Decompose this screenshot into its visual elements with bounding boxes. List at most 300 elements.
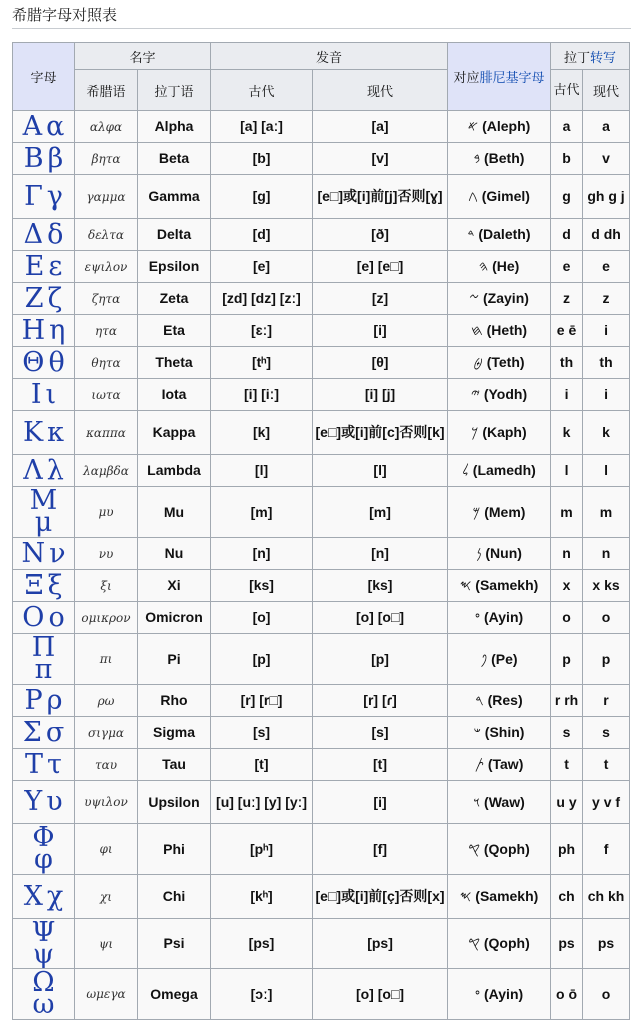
table-row: [13, 602, 630, 634]
phoenician-letter: [448, 379, 551, 411]
phoenician-name: (Nun): [485, 545, 522, 561]
greek-name: ζητα: [75, 283, 138, 315]
modern-pronunciation: [f]: [313, 824, 448, 875]
modern-pronunciation: [i] [j]: [313, 379, 448, 411]
header-pronunciation: 发音: [211, 43, 448, 70]
lowercase-letter: τ: [47, 748, 62, 780]
modern-pronunciation: [r] [ɾ]: [313, 685, 448, 717]
greek-alphabet-table: [12, 42, 630, 1020]
transliteration-ancient: th: [551, 347, 583, 379]
phoenician-letter: [448, 824, 551, 875]
greek-name: λαμβδα: [75, 455, 138, 487]
phoenician-name: (Mem): [484, 503, 526, 520]
lowercase-letter: ζ: [47, 282, 63, 314]
ancient-pronunciation: [t]: [211, 749, 313, 781]
lowercase-letter: χ: [46, 880, 64, 912]
table-row: [13, 219, 630, 251]
transliteration-modern: e: [583, 251, 630, 283]
letter-cell[interactable]: [13, 175, 75, 219]
greek-name: χι: [75, 875, 138, 919]
letter-cell[interactable]: [13, 919, 75, 969]
phoenician-name: (Qoph): [483, 840, 530, 857]
modern-pronunciation: [o] [o□]: [313, 602, 448, 634]
lowercase-letter: λ: [46, 454, 64, 486]
transliteration-modern: l: [583, 455, 630, 487]
transliteration-modern: t: [583, 749, 630, 781]
lowercase-letter: π: [34, 654, 53, 685]
latin-name: Gamma: [138, 175, 211, 219]
ancient-pronunciation: [k]: [211, 411, 313, 455]
letter-cell[interactable]: [13, 875, 75, 919]
modern-pronunciation: [e□]或[i]前[c]否则[k]: [313, 411, 448, 455]
ancient-pronunciation: [r] [r□]: [211, 685, 313, 717]
ancient-pronunciation: [u] [uː] [y] [yː]: [211, 781, 313, 824]
ancient-pronunciation: [o]: [211, 602, 313, 634]
ancient-pronunciation: [m]: [211, 487, 313, 538]
table-row: [13, 315, 630, 347]
phoenician-name: (Pe): [491, 650, 518, 667]
header-phoenician-prefix: 对应: [453, 71, 480, 86]
phoenician-letter: [448, 875, 551, 919]
transliteration-modern: m: [583, 487, 630, 538]
transliteration-modern: a: [583, 111, 630, 143]
transliteration-ancient: ps: [551, 919, 583, 969]
lowercase-letter: ω: [32, 989, 55, 1020]
latin-name: Sigma: [138, 717, 211, 749]
transliteration-link[interactable]: 转写: [590, 50, 617, 66]
latin-name: Iota: [138, 379, 211, 411]
greek-name: ψι: [75, 919, 138, 969]
uppercase-letter: Ι: [30, 378, 42, 410]
phoenician-letter: [448, 685, 551, 717]
letter-cell[interactable]: [13, 487, 75, 538]
letter-cell[interactable]: [13, 111, 75, 143]
uppercase-letter: Λ: [23, 454, 43, 486]
transliteration-ancient: o: [551, 602, 583, 634]
phoenician-glyph: 𐤅: [473, 793, 481, 810]
title-divider: [12, 28, 631, 29]
latin-name: Mu: [138, 487, 211, 538]
modern-pronunciation: [m]: [313, 487, 448, 538]
table-row: [13, 570, 630, 602]
latin-name: Nu: [138, 538, 211, 570]
transliteration-modern: d dh: [583, 219, 630, 251]
phoenician-letter: [448, 919, 551, 969]
lowercase-letter: θ: [48, 346, 65, 378]
phoenician-letter: [448, 717, 551, 749]
letter-cell[interactable]: [13, 315, 75, 347]
phoenician-alphabet-link[interactable]: 腓尼基字母: [479, 71, 545, 86]
transliteration-ancient: l: [551, 455, 583, 487]
greek-name: εψιλον: [75, 251, 138, 283]
greek-name: υψιλον: [75, 781, 138, 824]
letter-cell[interactable]: [13, 749, 75, 781]
uppercase-letter: Τ: [25, 748, 44, 780]
greek-name: ομικρον: [75, 602, 138, 634]
table-row: [13, 143, 630, 175]
modern-pronunciation: [i]: [313, 781, 448, 824]
uppercase-letter: Π: [31, 633, 56, 663]
transliteration-ancient: s: [551, 717, 583, 749]
phoenician-glyph: 𐤎: [459, 888, 472, 904]
phoenician-letter: [448, 487, 551, 538]
greek-name: γαμμα: [75, 175, 138, 219]
uppercase-letter: Σ: [22, 716, 42, 748]
phoenician-name: (Samekh): [475, 888, 539, 904]
letter-cell[interactable]: [13, 538, 75, 570]
greek-name: ωμεγα: [75, 969, 138, 1020]
uppercase-letter: Κ: [22, 416, 44, 448]
table-row: [13, 875, 630, 919]
uppercase-letter: Δ: [23, 218, 44, 250]
transliteration-modern: x ks: [583, 570, 630, 602]
letter-cell[interactable]: [13, 455, 75, 487]
phoenician-name: (Ayin): [484, 985, 524, 1002]
table-row: [13, 487, 630, 538]
ancient-pronunciation: [kʰ]: [211, 875, 313, 919]
transliteration-modern: o: [583, 969, 630, 1020]
header-pron-ancient: 古代: [211, 70, 313, 111]
ancient-pronunciation: [zd] [dz] [zː]: [211, 283, 313, 315]
phoenician-glyph: 𐤃: [467, 226, 475, 242]
letter-cell[interactable]: [13, 411, 75, 455]
phoenician-name: (Samekh): [475, 577, 539, 593]
ancient-pronunciation: [n]: [211, 538, 313, 570]
transliteration-ancient: a: [551, 111, 583, 143]
transliteration-ancient: o ō: [551, 969, 583, 1020]
letter-cell[interactable]: [13, 781, 75, 824]
phoenician-name: (He): [492, 258, 520, 274]
header-name-latin: 拉丁语: [138, 70, 211, 111]
uppercase-letter: Ψ: [31, 918, 56, 948]
uppercase-letter: Υ: [24, 786, 43, 817]
latin-name: Lambda: [138, 455, 211, 487]
transliteration-ancient: u y: [551, 781, 583, 824]
phoenician-glyph: 𐤔: [473, 724, 481, 740]
ancient-pronunciation: [ɛː]: [211, 315, 313, 347]
letter-cell[interactable]: [13, 717, 75, 749]
phoenician-name: (Kaph): [482, 424, 527, 440]
letter-cell[interactable]: [13, 251, 75, 283]
uppercase-letter: Θ: [22, 346, 45, 378]
latin-name: Epsilon: [138, 251, 211, 283]
uppercase-letter: Ν: [21, 537, 46, 569]
lowercase-letter: β: [47, 142, 64, 174]
ancient-pronunciation: [g]: [211, 175, 313, 219]
table-row: [13, 347, 630, 379]
letter-cell[interactable]: [13, 219, 75, 251]
ancient-pronunciation: [tʰ]: [211, 347, 313, 379]
latin-name: Phi: [138, 824, 211, 875]
ancient-pronunciation: [d]: [211, 219, 313, 251]
transliteration-modern: r: [583, 685, 630, 717]
phoenician-glyph: 𐤉: [470, 386, 480, 402]
greek-name: ιωτα: [75, 379, 138, 411]
greek-name: ξι: [75, 570, 138, 602]
greek-name: μυ: [75, 487, 138, 538]
transliteration-modern: p: [583, 634, 630, 685]
greek-name: σιγμα: [75, 717, 138, 749]
phoenician-name: (Beth): [484, 150, 525, 166]
phoenician-glyph: 𐤄: [478, 258, 489, 274]
uppercase-letter: Φ: [32, 823, 55, 853]
uppercase-letter: Ε: [24, 250, 45, 282]
phoenician-letter: [448, 634, 551, 685]
greek-name: βητα: [75, 143, 138, 175]
latin-name: Alpha: [138, 111, 211, 143]
latin-name: Beta: [138, 143, 211, 175]
latin-name: Upsilon: [138, 781, 211, 824]
phoenician-letter: [448, 781, 551, 824]
modern-pronunciation: [n]: [313, 538, 448, 570]
transliteration-ancient: n: [551, 538, 583, 570]
latin-name: Omicron: [138, 602, 211, 634]
phoenician-name: (Zayin): [483, 290, 529, 306]
table-row: [13, 749, 630, 781]
phoenician-glyph: 𐤆: [469, 290, 480, 306]
modern-pronunciation: [v]: [313, 143, 448, 175]
phoenician-glyph: 𐤐: [480, 650, 488, 667]
greek-name: αλφα: [75, 111, 138, 143]
lowercase-letter: ι: [45, 378, 57, 410]
table-row: [13, 411, 630, 455]
latin-name: Xi: [138, 570, 211, 602]
latin-name: Chi: [138, 875, 211, 919]
letter-cell[interactable]: [13, 602, 75, 634]
ancient-pronunciation: [b]: [211, 143, 313, 175]
lowercase-letter: κ: [47, 416, 65, 448]
phoenician-letter: [448, 538, 551, 570]
phoenician-glyph: 𐤂: [468, 188, 478, 204]
ancient-pronunciation: [ks]: [211, 570, 313, 602]
transliteration-ancient: t: [551, 749, 583, 781]
phoenician-letter: [448, 969, 551, 1020]
phoenician-name: (Ayin): [484, 609, 524, 625]
transliteration-modern: n: [583, 538, 630, 570]
phoenician-glyph: 𐤕: [474, 756, 484, 772]
transliteration-modern: y v f: [583, 781, 630, 824]
table-row: [13, 455, 630, 487]
latin-name: Psi: [138, 919, 211, 969]
lowercase-letter: δ: [47, 218, 64, 250]
phoenician-letter: [448, 455, 551, 487]
table-row: [13, 634, 630, 685]
transliteration-modern: i: [583, 315, 630, 347]
greek-name: ρω: [75, 685, 138, 717]
transliteration-ancient: b: [551, 143, 583, 175]
greek-name: φι: [75, 824, 138, 875]
latin-name: Zeta: [138, 283, 211, 315]
ancient-pronunciation: [pʰ]: [211, 824, 313, 875]
latin-name: Eta: [138, 315, 211, 347]
transliteration-ancient: x: [551, 570, 583, 602]
phoenician-letter: [448, 602, 551, 634]
letter-cell[interactable]: [13, 634, 75, 685]
header-translit-ancient: 古代: [551, 70, 583, 111]
phoenician-letter: [448, 175, 551, 219]
phoenician-name: (Waw): [484, 793, 525, 810]
ancient-pronunciation: [i] [iː]: [211, 379, 313, 411]
uppercase-letter: Ω: [32, 968, 55, 998]
phoenician-name: (Teth): [486, 354, 525, 370]
lowercase-letter: ο: [48, 601, 65, 633]
transliteration-ancient: z: [551, 283, 583, 315]
lowercase-letter: σ: [45, 716, 65, 748]
uppercase-letter: Ζ: [24, 282, 44, 314]
letter-cell[interactable]: [13, 283, 75, 315]
phoenician-letter: [448, 111, 551, 143]
transliteration-ancient: p: [551, 634, 583, 685]
header-pron-modern: 现代: [313, 70, 448, 111]
phoenician-name: (Res): [487, 692, 523, 708]
greek-name: θητα: [75, 347, 138, 379]
phoenician-glyph: 𐤈: [473, 354, 483, 370]
table-row: [13, 781, 630, 824]
ancient-pronunciation: [l]: [211, 455, 313, 487]
phoenician-glyph: 𐤇: [470, 322, 483, 338]
modern-pronunciation: [a]: [313, 111, 448, 143]
letter-cell[interactable]: [13, 969, 75, 1020]
transliteration-modern: z: [583, 283, 630, 315]
transliteration-modern: o: [583, 602, 630, 634]
header-phoenician: [448, 43, 551, 111]
page-title: 希腊字母对照表: [12, 6, 118, 24]
header-name: 名字: [75, 43, 211, 70]
latin-name: Kappa: [138, 411, 211, 455]
greek-name: δελτα: [75, 219, 138, 251]
letter-cell[interactable]: [13, 143, 75, 175]
ancient-pronunciation: [a] [aː]: [211, 111, 313, 143]
phoenician-glyph: 𐤊: [471, 424, 479, 440]
table-row: [13, 919, 630, 969]
transliteration-ancient: ph: [551, 824, 583, 875]
uppercase-letter: Γ: [24, 180, 43, 212]
phoenician-name: (Heth): [486, 322, 528, 338]
phoenician-letter: [448, 283, 551, 315]
phoenician-letter: [448, 749, 551, 781]
modern-pronunciation: [ks]: [313, 570, 448, 602]
transliteration-ancient: ch: [551, 875, 583, 919]
table-row: [13, 538, 630, 570]
transliteration-ancient: i: [551, 379, 583, 411]
lowercase-letter: ν: [49, 537, 66, 569]
transliteration-modern: ps: [583, 919, 630, 969]
letter-cell[interactable]: [13, 379, 75, 411]
uppercase-letter: Η: [21, 314, 46, 346]
lowercase-letter: ψ: [32, 938, 55, 969]
uppercase-letter: Ο: [22, 601, 45, 633]
table-row: [13, 685, 630, 717]
latin-name: Delta: [138, 219, 211, 251]
phoenician-name: (Daleth): [478, 226, 531, 242]
transliteration-ancient: k: [551, 411, 583, 455]
phoenician-letter: [448, 143, 551, 175]
phoenician-name: (Taw): [487, 756, 524, 772]
modern-pronunciation: [ð]: [313, 219, 448, 251]
ancient-pronunciation: [p]: [211, 634, 313, 685]
greek-name: ταυ: [75, 749, 138, 781]
table-row: [13, 824, 630, 875]
ancient-pronunciation: [e]: [211, 251, 313, 283]
modern-pronunciation: [s]: [313, 717, 448, 749]
latin-name: Tau: [138, 749, 211, 781]
header-name-greek: 希腊语: [75, 70, 138, 111]
lowercase-letter: η: [49, 314, 66, 346]
phoenician-glyph: 𐤋: [462, 462, 469, 478]
letter-cell[interactable]: [13, 685, 75, 717]
table-row: [13, 717, 630, 749]
phoenician-glyph: 𐤒: [468, 840, 480, 857]
transliteration-modern: th: [583, 347, 630, 379]
lowercase-letter: ρ: [46, 684, 63, 716]
letter-cell[interactable]: [13, 824, 75, 875]
phoenician-name: (Qoph): [483, 935, 530, 951]
ancient-pronunciation: [ɔː]: [211, 969, 313, 1020]
table-row: [13, 969, 630, 1020]
uppercase-letter: Ρ: [24, 684, 43, 716]
transliteration-ancient: r rh: [551, 685, 583, 717]
phoenician-letter: [448, 219, 551, 251]
table-row: [13, 379, 630, 411]
phoenician-letter: [448, 315, 551, 347]
lowercase-letter: φ: [34, 844, 53, 875]
transliteration-modern: f: [583, 824, 630, 875]
phoenician-glyph: 𐤏: [474, 609, 481, 625]
greek-name: νυ: [75, 538, 138, 570]
header-letter: 字母: [13, 43, 75, 111]
latin-name: Rho: [138, 685, 211, 717]
modern-pronunciation: [p]: [313, 634, 448, 685]
table-body: [13, 111, 630, 1020]
lowercase-letter: υ: [46, 786, 63, 817]
table-row: [13, 283, 630, 315]
phoenician-letter: [448, 347, 551, 379]
header-translit-modern: 现代: [583, 70, 630, 111]
header-transliteration: [551, 43, 630, 70]
greek-name: ητα: [75, 315, 138, 347]
letter-cell[interactable]: [13, 347, 75, 379]
uppercase-letter: Β: [23, 142, 44, 174]
table-row: [13, 175, 630, 219]
phoenician-letter: [448, 251, 551, 283]
uppercase-letter: Ξ: [24, 569, 44, 601]
modern-pronunciation: [l]: [313, 455, 448, 487]
lowercase-letter: ε: [48, 250, 63, 282]
transliteration-ancient: m: [551, 487, 583, 538]
phoenician-glyph: 𐤁: [473, 150, 481, 166]
greek-name: πι: [75, 634, 138, 685]
phoenician-glyph: 𐤒: [468, 935, 480, 951]
phoenician-glyph: 𐤍: [476, 545, 482, 561]
transliteration-modern: v: [583, 143, 630, 175]
phoenician-glyph: 𐤓: [475, 692, 484, 708]
letter-cell[interactable]: [13, 570, 75, 602]
modern-pronunciation: [i]: [313, 315, 448, 347]
transliteration-modern: gh g j: [583, 175, 630, 219]
latin-name: Theta: [138, 347, 211, 379]
ancient-pronunciation: [s]: [211, 717, 313, 749]
transliteration-modern: i: [583, 379, 630, 411]
modern-pronunciation: [e□]或[i]前[ç]否则[x]: [313, 875, 448, 919]
phoenician-name: (Lamedh): [472, 462, 536, 478]
transliteration-modern: ch kh: [583, 875, 630, 919]
transliteration-modern: k: [583, 411, 630, 455]
modern-pronunciation: [e□]或[i]前[j]否则[ɣ]: [313, 175, 448, 219]
header-translit-prefix: 拉丁: [564, 50, 591, 66]
phoenician-glyph: 𐤎: [459, 577, 472, 593]
transliteration-ancient: g: [551, 175, 583, 219]
ancient-pronunciation: [ps]: [211, 919, 313, 969]
